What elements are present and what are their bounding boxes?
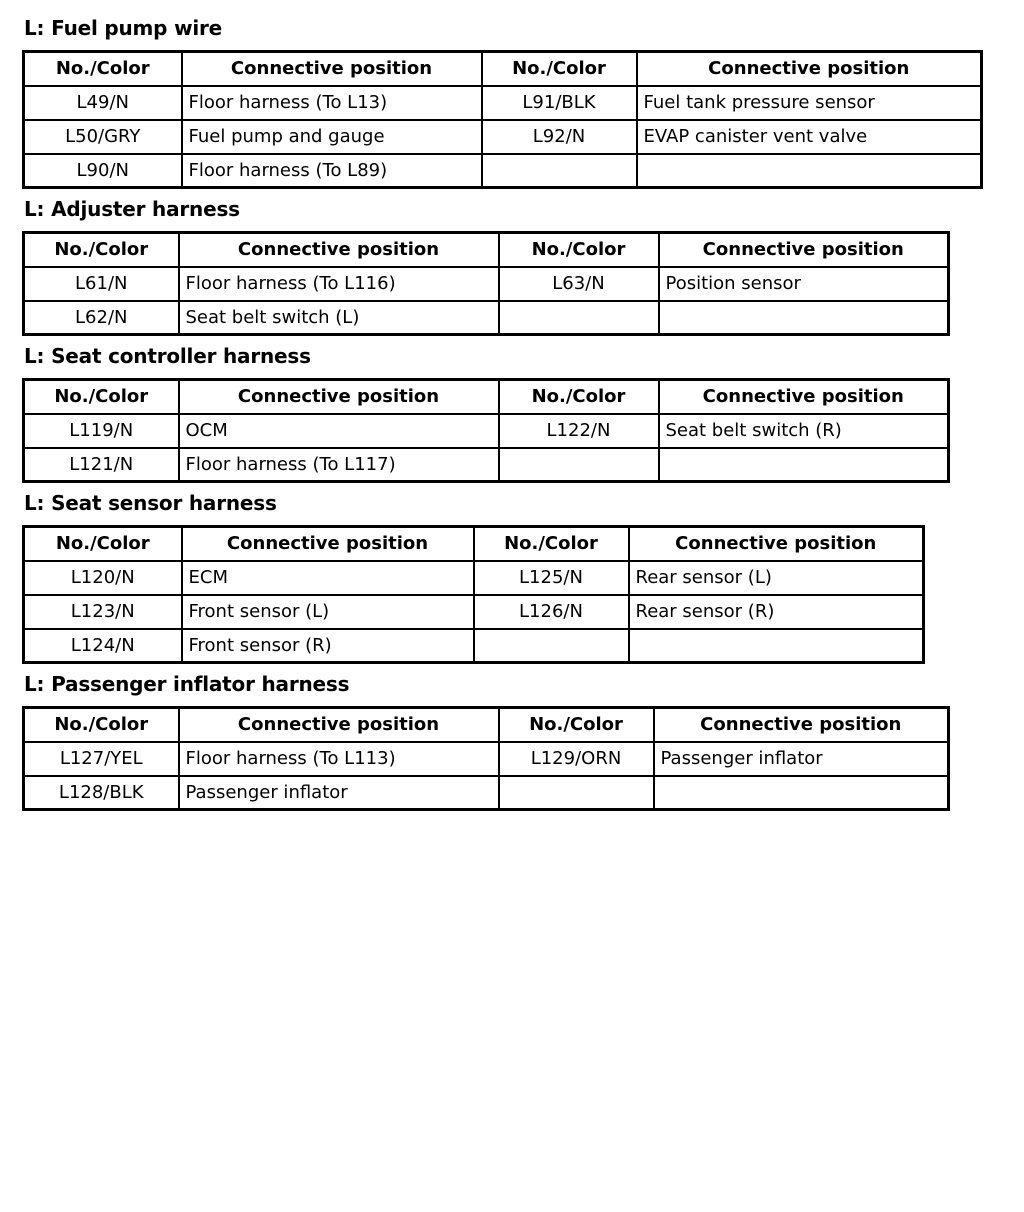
connective-position-cell: Front sensor (R) xyxy=(182,629,474,663)
wire-table xyxy=(22,378,950,483)
harness-section xyxy=(22,491,1004,664)
connective-position-cell: Floor harness (To L89) xyxy=(182,154,482,188)
column-header: Connective position xyxy=(179,708,499,742)
table-header-row xyxy=(24,233,949,267)
section-title: L: Seat sensor harness xyxy=(24,491,277,515)
column-header: No./Color xyxy=(24,380,179,414)
wire-code-cell: L126/N xyxy=(474,595,629,629)
wire-code-cell: L123/N xyxy=(24,595,182,629)
wire-table xyxy=(22,525,925,664)
table-header-row xyxy=(24,52,982,86)
harness-section xyxy=(22,344,1004,483)
table-row xyxy=(24,448,949,482)
column-header: Connective position xyxy=(182,52,482,86)
wire-code-cell: L129/ORN xyxy=(499,742,654,776)
column-header: No./Color xyxy=(482,52,637,86)
connective-position-cell: Rear sensor (L) xyxy=(629,561,924,595)
table-row xyxy=(24,414,949,448)
table-row xyxy=(24,595,924,629)
section-title: L: Passenger inflator harness xyxy=(24,672,350,696)
connective-position-cell: Seat belt switch (L) xyxy=(179,301,499,335)
column-header: Connective position xyxy=(179,380,499,414)
harness-section xyxy=(22,197,1004,336)
sections-container xyxy=(22,16,1004,811)
connective-position-cell: Floor harness (To L117) xyxy=(179,448,499,482)
table-row xyxy=(24,561,924,595)
column-header: No./Color xyxy=(499,380,659,414)
table-header-row xyxy=(24,527,924,561)
connective-position-cell: Position sensor xyxy=(659,267,949,301)
connective-position-cell: Floor harness (To L13) xyxy=(182,86,482,120)
wire-code-cell: L120/N xyxy=(24,561,182,595)
column-header: No./Color xyxy=(24,233,179,267)
wire-code-cell: L122/N xyxy=(499,414,659,448)
connective-position-cell xyxy=(654,776,949,810)
connective-position-cell: Floor harness (To L116) xyxy=(179,267,499,301)
column-header: Connective position xyxy=(654,708,949,742)
section-title: L: Fuel pump wire xyxy=(24,16,223,40)
connective-position-cell: Floor harness (To L113) xyxy=(179,742,499,776)
wire-code-cell: L62/N xyxy=(24,301,179,335)
table-row xyxy=(24,301,949,335)
column-header: Connective position xyxy=(659,233,949,267)
connective-position-cell: Seat belt switch (R) xyxy=(659,414,949,448)
wire-code-cell: L90/N xyxy=(24,154,182,188)
wire-code-cell xyxy=(499,301,659,335)
section-title: L: Seat controller harness xyxy=(24,344,311,368)
wire-code-cell: L121/N xyxy=(24,448,179,482)
harness-section xyxy=(22,672,1004,811)
connective-position-cell: Passenger inflator xyxy=(179,776,499,810)
table-row xyxy=(24,267,949,301)
connective-position-cell: EVAP canister vent valve xyxy=(637,120,982,154)
connective-position-cell xyxy=(659,448,949,482)
wire-table xyxy=(22,706,950,811)
section-title: L: Adjuster harness xyxy=(24,197,240,221)
table-header-row xyxy=(24,708,949,742)
connective-position-cell xyxy=(659,301,949,335)
wire-code-cell: L92/N xyxy=(482,120,637,154)
wire-code-cell: L128/BLK xyxy=(24,776,179,810)
connective-position-cell xyxy=(637,154,982,188)
wire-table xyxy=(22,231,950,336)
column-header: No./Color xyxy=(474,527,629,561)
wire-code-cell xyxy=(482,154,637,188)
column-header: Connective position xyxy=(629,527,924,561)
column-header: Connective position xyxy=(659,380,949,414)
column-header: No./Color xyxy=(24,527,182,561)
column-header: Connective position xyxy=(637,52,982,86)
table-row xyxy=(24,776,949,810)
table-row xyxy=(24,120,982,154)
wire-table xyxy=(22,50,983,189)
table-header-row xyxy=(24,380,949,414)
connective-position-cell: Fuel tank pressure sensor xyxy=(637,86,982,120)
table-row xyxy=(24,629,924,663)
wire-code-cell: L63/N xyxy=(499,267,659,301)
wire-code-cell: L124/N xyxy=(24,629,182,663)
connective-position-cell: ECM xyxy=(182,561,474,595)
connective-position-cell: Rear sensor (R) xyxy=(629,595,924,629)
table-row xyxy=(24,742,949,776)
wire-code-cell: L50/GRY xyxy=(24,120,182,154)
connective-position-cell: Passenger inflator xyxy=(654,742,949,776)
table-row xyxy=(24,154,982,188)
wire-code-cell: L125/N xyxy=(474,561,629,595)
column-header: Connective position xyxy=(182,527,474,561)
wire-code-cell: L91/BLK xyxy=(482,86,637,120)
wire-code-cell: L61/N xyxy=(24,267,179,301)
wire-code-cell: L119/N xyxy=(24,414,179,448)
wire-code-cell: L49/N xyxy=(24,86,182,120)
connective-position-cell xyxy=(629,629,924,663)
column-header: No./Color xyxy=(24,52,182,86)
wire-code-cell xyxy=(499,448,659,482)
table-row xyxy=(24,86,982,120)
wire-code-cell: L127/YEL xyxy=(24,742,179,776)
wire-code-cell xyxy=(499,776,654,810)
connective-position-cell: Front sensor (L) xyxy=(182,595,474,629)
column-header: No./Color xyxy=(499,233,659,267)
connective-position-cell: Fuel pump and gauge xyxy=(182,120,482,154)
column-header: Connective position xyxy=(179,233,499,267)
harness-section xyxy=(22,16,1004,189)
column-header: No./Color xyxy=(499,708,654,742)
connective-position-cell: OCM xyxy=(179,414,499,448)
column-header: No./Color xyxy=(24,708,179,742)
wire-code-cell xyxy=(474,629,629,663)
